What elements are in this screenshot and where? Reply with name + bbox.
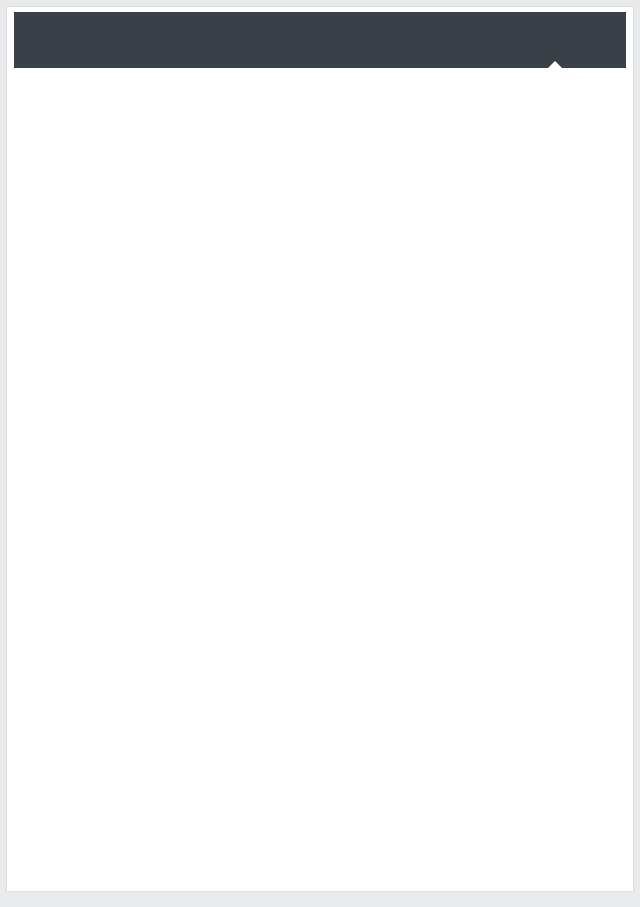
- pipeline-grid: [14, 68, 626, 880]
- header-bar: [14, 12, 626, 68]
- active-tab-pointer: [548, 61, 562, 68]
